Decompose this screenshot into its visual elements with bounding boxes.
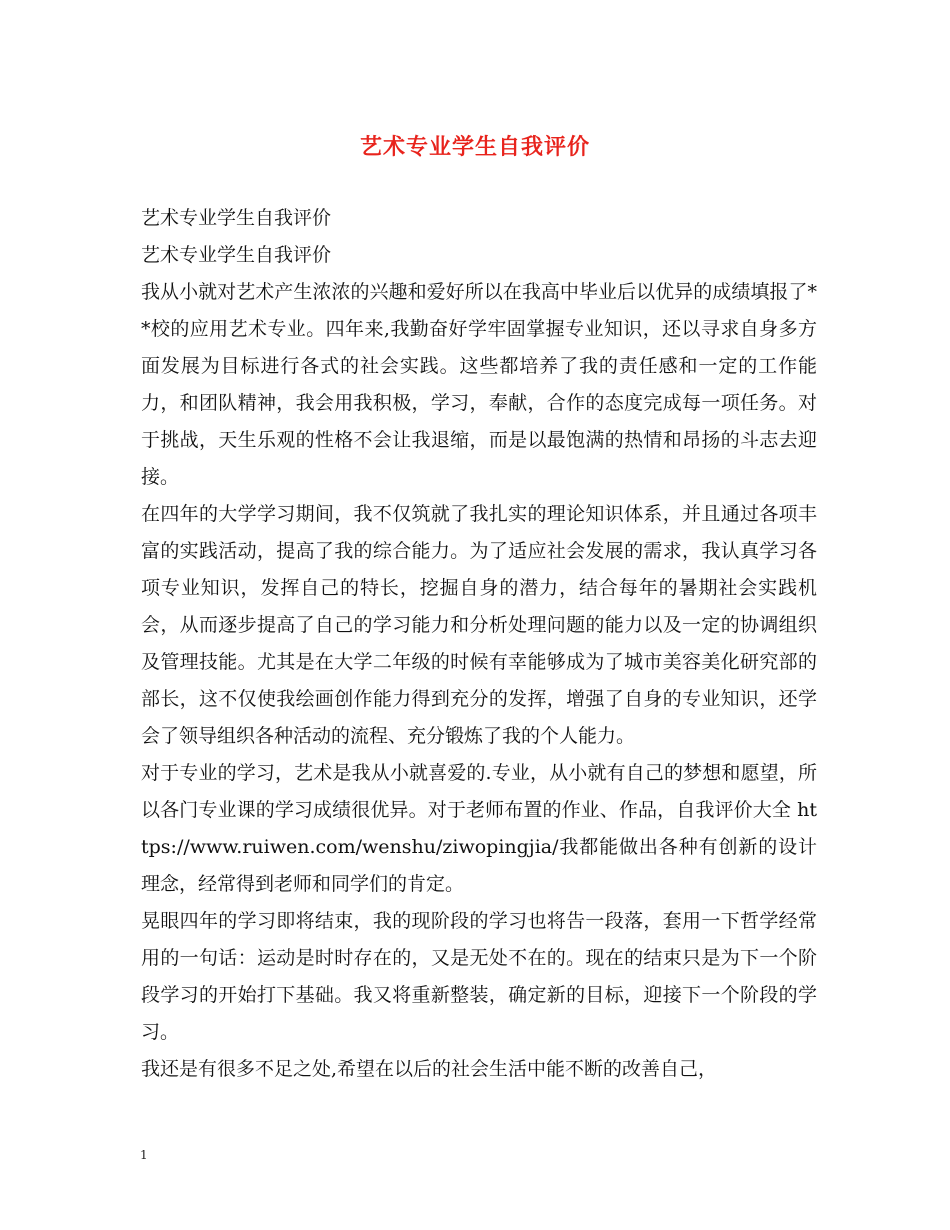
subtitle-line-1: 艺术专业学生自我评价	[141, 207, 332, 229]
subtitle-line-2: 艺术专业学生自我评价	[141, 244, 332, 266]
paragraph-5: 我还是有很多不足之处,希望在以后的社会生活中能不断的改善自己，	[141, 1058, 718, 1080]
page-number: 1	[140, 1148, 148, 1162]
paragraph-1: 我从小就对艺术产生浓浓的兴趣和爱好所以在我高中毕业后以优异的成绩填报了**校的应用艺术专业。四年来,我勤奋好学牢固掌握专业知识，还以寻求自身多方面发展为目标进行各式的社会实践。这些都培养了我的责任感和一定的工作能力，和团队精神，我会用我积极，学习，奉献，合作的态度完成每一项任务。对于挑战，天生乐观的性格不会让我退缩，而是以最饱满的热情和昂扬的斗志去迎接。	[141, 281, 817, 488]
document-title: 艺术专业学生自我评价	[359, 134, 590, 160]
paragraph-2: 在四年的大学学习期间，我不仅筑就了我扎实的理论知识体系，并且通过各项丰富的实践活动，提高了我的综合能力。为了适应社会发展的需求，我认真学习各项专业知识，发挥自己的特长，挖掘自身的潜力，结合每年的暑期社会实践机会，从而逐步提高了自己的学习能力和分析处理问题的能力以及一定的协调组织及管理技能。尤其是在大学二年级的时候有幸能够成为了城市美容美化研究部的部长，这不仅使我绘画创作能力得到充分的发挥，增强了自身的专业知识，还学会了领导组织各种活动的流程、充分锻炼了我的个人能力。	[141, 503, 817, 747]
document-body	[141, 200, 817, 1088]
paragraph-3: 对于专业的学习，艺术是我从小就喜爱的.专业，从小就有自己的梦想和愿望，所以各门专业课的学习成绩很优异。对于老师布置的作业、作品，自我评价大全 https://www.ruiwen.com/wenshu/ziwopingjia/我都能做出各种有创新的设计理念，经常得到老师和同学们的肯定。	[141, 762, 817, 895]
paragraph-4: 晃眼四年的学习即将结束，我的现阶段的学习也将告一段落，套用一下哲学经常用的一句话：运动是时时存在的，又是无处不在的。现在的结束只是为下一个阶段学习的开始打下基础。我又将重新整装，确定新的目标，迎接下一个阶段的学习。	[141, 910, 817, 1043]
